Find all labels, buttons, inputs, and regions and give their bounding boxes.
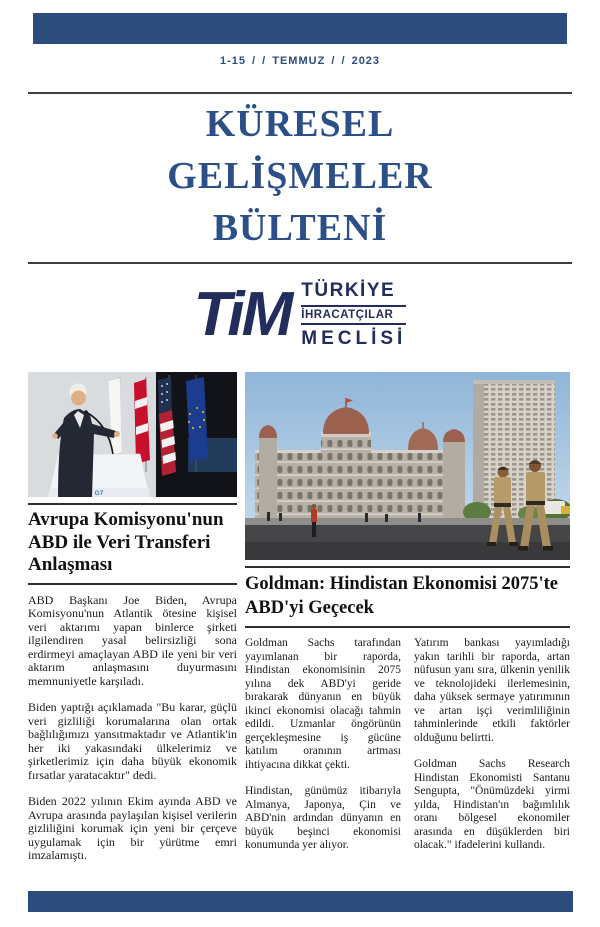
- article-paragraph: Goldman Sachs tarafından yayımlanan bir raporda, Hindistan ekonomisinin 2075 yılına dek ABD'yi geride bırakarak dünyanın en büyük ikinci ekonomisi olacağı tahmin edildi. Uzmanlar öngörünün gerçekleşmesine iş gücüne katılım oranının artması ihtiyacına dikkat çekti.: [245, 637, 401, 771]
- tim-logo-mark: TiM: [193, 280, 291, 349]
- ground: [245, 518, 570, 560]
- article-subcolumn: [414, 637, 570, 866]
- issue-date: 1-15 / / TEMMUZ / / 2023: [219, 55, 381, 67]
- bulletin-title: [0, 98, 600, 254]
- article-eu-us-data-transfer: [28, 372, 237, 876]
- bulletin-title-line: BÜLTENİ: [212, 207, 388, 249]
- biden-g7-podium-photo: [28, 372, 237, 497]
- article-body: [245, 637, 570, 866]
- article-paragraph: Goldman Sachs Research Hindistan Ekonomisti Santanu Sengupta, "Önümüzdeki yirmi yılda, Hindistan'ın bağımlılık oranı bölgesel ekonomiler arasında en düşüklerden biri olacak." ifadelerini kullandı.: [414, 758, 570, 851]
- logo-line-meclisi: MECLİSİ: [301, 328, 407, 349]
- tim-logo: [0, 280, 600, 350]
- article-paragraph: ABD Başkanı Joe Biden, Avrupa Komisyonu'nun Atlantik ötesine kişisel veri aktarımı yapan binlerce şirketi ilgilendiren yasal belirsizliği sona erdirmeyi amaçlayan ABD ile yeni bir veri aktarım anlaşmasını duyurmasını memnuniyetle karşıladı.: [28, 592, 237, 688]
- article-paragraph: Hindistan, günümüz itibarıyla Almanya, Japonya, Çin ve ABD'nin ardından dünyanın en büyük beşinci ekonomisi konumunda yer alıyor.: [245, 785, 401, 851]
- article-paragraph: Biden 2022 yılının Ekim ayında ABD ve Avrupa arasında paylaşılan kişisel verilerin gizliliğini korumak için yeni bir çerçeve uygulamak için bir yürütme emri imzalamıştı.: [28, 794, 237, 862]
- tim-logo-text: [301, 280, 406, 350]
- taj-mahal-hotel-photo: [245, 372, 570, 560]
- article-headline: Avrupa Komisyonu'nun ABD ile Veri Transferi Anlaşması: [28, 509, 224, 575]
- divider: [28, 583, 237, 585]
- bulletin-title-line: GELİŞMELER: [167, 155, 433, 197]
- article-paragraph: Biden yaptığı açıklamada "Bu karar, güçlü veri gizliliği korumalarına olan ortak bağlılığımızı yansıtmaktadır ve Atlantik'in her iki yakasındaki ülkelerimiz ve şirketlerimiz için daha büyük ekonomik fırsatlar yaratacaktır" dedi.: [28, 700, 237, 782]
- article-headline: Goldman: Hindistan Ekonomisi 2075'te ABD'yi Geçecek: [245, 574, 559, 618]
- article-subcolumn: [245, 637, 401, 866]
- bulletin-title-line: KÜRESEL: [205, 103, 395, 145]
- footer-bar: [28, 891, 573, 912]
- divider: [28, 503, 237, 505]
- article-body: [28, 594, 237, 863]
- article-goldman-india: [245, 372, 570, 866]
- header-bar: [33, 13, 567, 44]
- logo-line-ihracatcilar: İHRACATÇILAR: [301, 305, 406, 325]
- podium-g7-text: G7: [94, 490, 104, 497]
- divider: [245, 566, 570, 568]
- divider: [245, 626, 570, 628]
- divider: [28, 92, 572, 94]
- article-paragraph: Yatırım bankası yayımladığı yakın tarihli bir raporda, artan nüfusun yanı sıra, ülkenin yenilik ve teknolojideki ilerlemesinin, daha yüksek sermaye yatırımının ve artan işçi verimliliğinin tahminlerinde etkili faktörler olduğunu belirtti.: [414, 637, 570, 744]
- divider: [28, 262, 572, 264]
- logo-line-turkiye: TÜRKİYE: [301, 280, 396, 301]
